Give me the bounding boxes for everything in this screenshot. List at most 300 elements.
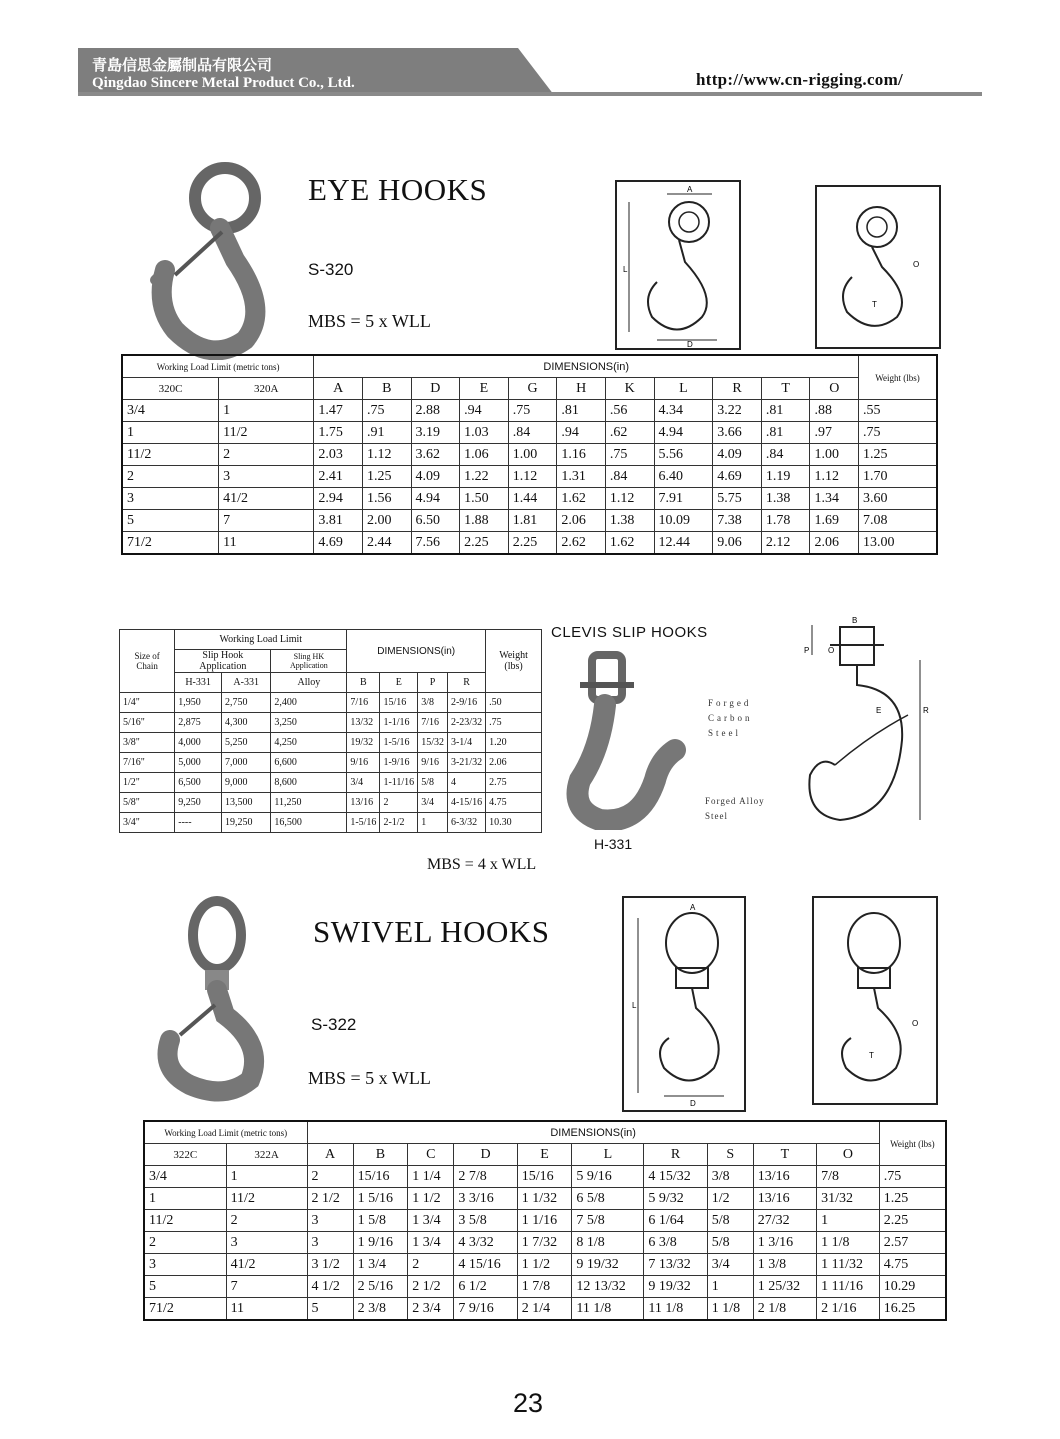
table-cell: 3/4 <box>418 793 448 813</box>
table-cell: 4,000 <box>175 733 222 753</box>
svg-text:A: A <box>687 185 693 194</box>
table-cell: 1.47 <box>314 400 363 422</box>
eye-hooks-title: EYE HOOKS <box>308 172 488 207</box>
table-cell: 2.57 <box>879 1232 946 1254</box>
table-cell: .94 <box>460 400 509 422</box>
table-cell: 11 <box>219 532 314 555</box>
swivel-col-header: T <box>753 1144 816 1166</box>
table-cell: 2-1/2 <box>380 813 418 833</box>
table-cell: 2-9/16 <box>447 693 485 713</box>
table-cell: 5 9/16 <box>572 1166 644 1188</box>
table-cell: 2.25 <box>460 532 509 555</box>
swivel-hooks-mbs: MBS = 5 x WLL <box>308 1068 431 1088</box>
table-cell: 7 <box>226 1276 307 1298</box>
svg-text:L: L <box>623 265 628 274</box>
table-cell: 1/2 <box>707 1188 753 1210</box>
clevis-col-header: R <box>447 673 485 693</box>
swivel-col-header: C <box>408 1144 454 1166</box>
table-cell: 3.62 <box>411 444 460 466</box>
table-cell: 1 <box>144 1188 226 1210</box>
table-cell: 3-21/32 <box>447 753 485 773</box>
table-cell: .81 <box>761 422 810 444</box>
clevis-note-alloy: Forged Alloy Steel <box>705 796 765 821</box>
clevis-dimensions-header: DIMENSIONS(in) <box>347 630 486 673</box>
table-cell: 2 3/8 <box>353 1298 408 1321</box>
svg-text:D: D <box>687 340 693 349</box>
swivel-col-header: R <box>644 1144 707 1166</box>
table-cell: 2-23/32 <box>447 713 485 733</box>
table-cell: 1.19 <box>761 466 810 488</box>
table-cell: 11/2 <box>226 1188 307 1210</box>
table-cell: 1.78 <box>761 510 810 532</box>
table-row <box>144 1254 946 1276</box>
eye-hook-side-drawing <box>815 185 941 349</box>
clevis-col-header: Alloy <box>271 673 347 693</box>
table-row <box>122 422 937 444</box>
table-cell: 8 1/8 <box>572 1232 644 1254</box>
table-cell: 1 11/16 <box>817 1276 880 1298</box>
table-row <box>120 813 542 833</box>
table-cell: 13/16 <box>753 1166 816 1188</box>
table-cell: 1.75 <box>314 422 363 444</box>
eye-hooks-table <box>121 354 938 555</box>
table-cell: 1.03 <box>460 422 509 444</box>
clevis-hook-dimension-drawing <box>790 615 940 830</box>
table-row <box>122 466 937 488</box>
svg-text:E: E <box>876 706 882 715</box>
table-cell: 11,250 <box>271 793 347 813</box>
table-cell: 1.50 <box>460 488 509 510</box>
table-cell: 11/2 <box>122 444 219 466</box>
table-cell: 1 <box>226 1166 307 1188</box>
table-cell: 1.25 <box>362 466 411 488</box>
table-cell: 2.06 <box>557 510 606 532</box>
table-row <box>120 733 542 753</box>
eye-col-header: O <box>810 378 859 400</box>
table-cell: 2 5/16 <box>353 1276 408 1298</box>
table-cell: 2,875 <box>175 713 222 733</box>
table-cell: 9/16 <box>418 753 448 773</box>
table-cell: 1 1/2 <box>517 1254 572 1276</box>
swivel-col-header: O <box>817 1144 880 1166</box>
table-cell: 1.81 <box>508 510 557 532</box>
clevis-weight-header: Weight (lbs) <box>486 630 542 693</box>
table-cell: 2.41 <box>314 466 363 488</box>
table-cell: 1/2" <box>120 773 175 793</box>
table-cell: 12.44 <box>654 532 713 555</box>
swivel-col-header: A <box>307 1144 353 1166</box>
svg-text:O: O <box>828 646 835 655</box>
table-cell: 13,500 <box>221 793 270 813</box>
table-cell: 3/4 <box>144 1166 226 1188</box>
table-cell: 5.56 <box>654 444 713 466</box>
table-cell: 1.00 <box>508 444 557 466</box>
table-cell: 2.94 <box>314 488 363 510</box>
table-cell: 2.75 <box>486 773 542 793</box>
table-cell: .81 <box>761 400 810 422</box>
table-cell: 8,600 <box>271 773 347 793</box>
table-cell: 13/32 <box>347 713 380 733</box>
swivel-hook-photo <box>155 895 280 1105</box>
swivel-col-322c: 322C <box>144 1144 226 1166</box>
table-cell: 12 13/32 <box>572 1276 644 1298</box>
table-cell: 15/32 <box>418 733 448 753</box>
table-cell: 3/8 <box>418 693 448 713</box>
table-cell: 5,250 <box>221 733 270 753</box>
table-cell: 1-5/16 <box>347 813 380 833</box>
table-cell: 2 1/4 <box>517 1298 572 1321</box>
clevis-col-header: P <box>418 673 448 693</box>
table-cell: 5.75 <box>713 488 762 510</box>
table-cell: 2.12 <box>761 532 810 555</box>
table-cell: 11 <box>226 1298 307 1321</box>
table-cell: .75 <box>486 713 542 733</box>
table-cell: 6 1/64 <box>644 1210 707 1232</box>
eye-col-320a: 320A <box>219 378 314 400</box>
table-cell: 3 <box>307 1210 353 1232</box>
eye-hooks-model: S-320 <box>308 260 354 279</box>
table-row <box>122 444 937 466</box>
table-cell: 71/2 <box>122 532 219 555</box>
swivel-hook-side-drawing <box>812 896 938 1105</box>
table-cell: 2 7/8 <box>454 1166 517 1188</box>
svg-text:P: P <box>804 646 810 655</box>
swivel-col-322a: 322A <box>226 1144 307 1166</box>
table-cell: .75 <box>605 444 654 466</box>
table-cell: 1 1/32 <box>517 1188 572 1210</box>
page-number: 23 <box>513 1388 544 1418</box>
table-cell: 2 <box>122 466 219 488</box>
table-cell: 11 1/8 <box>644 1298 707 1321</box>
svg-text:R: R <box>923 706 929 715</box>
table-row <box>120 793 542 813</box>
table-cell: 1.69 <box>810 510 859 532</box>
table-cell: 1.88 <box>460 510 509 532</box>
table-cell: 1 11/32 <box>817 1254 880 1276</box>
table-cell: 1.34 <box>810 488 859 510</box>
table-cell: 1-9/16 <box>380 753 418 773</box>
table-cell: 9,250 <box>175 793 222 813</box>
eye-col-header: B <box>362 378 411 400</box>
table-cell: 5/8 <box>707 1232 753 1254</box>
table-cell: 1 <box>219 400 314 422</box>
table-row <box>122 510 937 532</box>
table-cell: 1 3/4 <box>408 1232 454 1254</box>
table-cell: 1 <box>418 813 448 833</box>
table-cell: 1.12 <box>508 466 557 488</box>
company-name-en: Qingdao Sincere Metal Product Co., Ltd. <box>92 75 355 91</box>
table-cell: 10.09 <box>654 510 713 532</box>
table-cell: 27/32 <box>753 1210 816 1232</box>
table-cell: 11 1/8 <box>572 1298 644 1321</box>
table-cell: 1/4" <box>120 693 175 713</box>
table-cell: 1.62 <box>557 488 606 510</box>
eye-col-header: R <box>713 378 762 400</box>
swivel-col-header: S <box>707 1144 753 1166</box>
table-cell: 3/8 <box>707 1166 753 1188</box>
table-cell: 1.31 <box>557 466 606 488</box>
table-cell: .50 <box>486 693 542 713</box>
swivel-col-header: B <box>353 1144 408 1166</box>
table-cell: 6 3/8 <box>644 1232 707 1254</box>
table-cell: 3/4 <box>122 400 219 422</box>
table-cell: ---- <box>175 813 222 833</box>
clevis-model: H-331 <box>594 836 633 852</box>
table-cell: 5 <box>307 1298 353 1321</box>
clevis-col-header: B <box>347 673 380 693</box>
table-cell: 6 1/2 <box>454 1276 517 1298</box>
table-cell: .62 <box>605 422 654 444</box>
table-cell: 9.06 <box>713 532 762 555</box>
table-cell: 4-15/16 <box>447 793 485 813</box>
table-cell: 9/16 <box>347 753 380 773</box>
table-cell: .88 <box>810 400 859 422</box>
table-cell: 2.06 <box>810 532 859 555</box>
eye-hook-photo <box>150 160 280 360</box>
table-cell: 11/2 <box>219 422 314 444</box>
table-cell: 41/2 <box>219 488 314 510</box>
table-cell: 2.03 <box>314 444 363 466</box>
table-cell: 1.00 <box>810 444 859 466</box>
eye-wll-header: Working Load Limit (metric tons) <box>122 355 314 378</box>
table-cell: 3.19 <box>411 422 460 444</box>
table-cell: 5/8 <box>418 773 448 793</box>
eye-col-320c: 320C <box>122 378 219 400</box>
table-cell: 1 1/8 <box>707 1298 753 1321</box>
table-cell: 2.00 <box>362 510 411 532</box>
table-cell: 2 <box>408 1254 454 1276</box>
table-cell: 41/2 <box>226 1254 307 1276</box>
table-cell: 10.29 <box>879 1276 946 1298</box>
table-cell: 1,950 <box>175 693 222 713</box>
svg-text:O: O <box>913 260 920 269</box>
table-cell: 15/16 <box>353 1166 408 1188</box>
table-cell: 4.94 <box>411 488 460 510</box>
table-cell: 6-3/32 <box>447 813 485 833</box>
table-cell: 1.62 <box>605 532 654 555</box>
table-cell: 7 13/32 <box>644 1254 707 1276</box>
table-cell: 2.25 <box>879 1210 946 1232</box>
table-cell: 4 3/32 <box>454 1232 517 1254</box>
table-cell: 3 3/16 <box>454 1188 517 1210</box>
table-cell: 4 1/2 <box>307 1276 353 1298</box>
table-cell: 2 <box>380 793 418 813</box>
table-cell: 5/8" <box>120 793 175 813</box>
table-cell: 9 19/32 <box>572 1254 644 1276</box>
swivel-hooks-title: SWIVEL HOOKS <box>313 914 550 949</box>
clevis-sling-header: Sling HK Application <box>271 650 347 673</box>
table-cell: 2,400 <box>271 693 347 713</box>
table-cell: 4.09 <box>713 444 762 466</box>
swivel-hooks-table <box>143 1120 947 1321</box>
table-cell: 2.44 <box>362 532 411 555</box>
table-cell: 1.56 <box>362 488 411 510</box>
table-cell: 3 <box>122 488 219 510</box>
table-cell: 3/4" <box>120 813 175 833</box>
table-cell: 3.66 <box>713 422 762 444</box>
table-cell: 2 <box>226 1210 307 1232</box>
table-cell: 1.12 <box>810 466 859 488</box>
table-cell: 1 1/4 <box>408 1166 454 1188</box>
table-cell: 1.20 <box>486 733 542 753</box>
table-cell: .84 <box>761 444 810 466</box>
table-cell: 4,300 <box>221 713 270 733</box>
eye-hooks-mbs: MBS = 5 x WLL <box>308 311 431 331</box>
eye-col-header: K <box>605 378 654 400</box>
eye-col-header: A <box>314 378 363 400</box>
swivel-wll-header: Working Load Limit (metric tons) <box>144 1121 307 1144</box>
eye-col-header: H <box>557 378 606 400</box>
table-cell: 2 1/2 <box>408 1276 454 1298</box>
table-cell: 4 15/16 <box>454 1254 517 1276</box>
table-cell: 4.69 <box>314 532 363 555</box>
clevis-hook-photo <box>560 650 690 830</box>
svg-text:T: T <box>872 300 877 309</box>
table-cell: 1.25 <box>859 444 937 466</box>
table-cell: 3 <box>219 466 314 488</box>
table-cell: .84 <box>508 422 557 444</box>
table-cell: .56 <box>605 400 654 422</box>
swivel-hooks-model: S-322 <box>311 1015 357 1034</box>
table-cell: 1 <box>122 422 219 444</box>
clevis-hooks-title: CLEVIS SLIP HOOKS <box>551 624 708 641</box>
table-cell: 10.30 <box>486 813 542 833</box>
table-cell: 4 <box>447 773 485 793</box>
table-cell: 3/4 <box>707 1254 753 1276</box>
table-cell: 1-5/16 <box>380 733 418 753</box>
table-cell: 5,000 <box>175 753 222 773</box>
table-cell: 31/32 <box>817 1188 880 1210</box>
table-cell: 2 <box>219 444 314 466</box>
table-cell: 2 <box>144 1232 226 1254</box>
table-cell: 5/8 <box>707 1210 753 1232</box>
table-cell: .75 <box>879 1166 946 1188</box>
table-cell: 3-1/4 <box>447 733 485 753</box>
table-cell: 3 <box>226 1232 307 1254</box>
clevis-size-header: Size of Chain <box>120 630 175 693</box>
table-cell: 7.08 <box>859 510 937 532</box>
eye-col-header: L <box>654 378 713 400</box>
table-cell: 4.94 <box>654 422 713 444</box>
table-cell: 3.60 <box>859 488 937 510</box>
table-cell: 71/2 <box>144 1298 226 1321</box>
table-cell: 3.22 <box>713 400 762 422</box>
table-cell: 1 3/4 <box>408 1210 454 1232</box>
table-cell: 9,000 <box>221 773 270 793</box>
table-cell: 2 1/2 <box>307 1188 353 1210</box>
table-cell: 1.38 <box>761 488 810 510</box>
table-cell: .75 <box>859 422 937 444</box>
table-cell: 6.50 <box>411 510 460 532</box>
table-row <box>144 1210 946 1232</box>
table-cell: 1 <box>707 1276 753 1298</box>
table-cell: 15/16 <box>380 693 418 713</box>
table-cell: 9 19/32 <box>644 1276 707 1298</box>
svg-text:B: B <box>852 616 858 625</box>
table-cell: 13/16 <box>753 1188 816 1210</box>
table-cell: 7/16 <box>418 713 448 733</box>
table-cell: 1.12 <box>362 444 411 466</box>
table-cell: 1 7/8 <box>517 1276 572 1298</box>
table-cell: 1.22 <box>460 466 509 488</box>
table-cell: 4,250 <box>271 733 347 753</box>
table-cell: 6 5/8 <box>572 1188 644 1210</box>
table-cell: 1 7/32 <box>517 1232 572 1254</box>
table-cell: 2,750 <box>221 693 270 713</box>
table-cell: 4.34 <box>654 400 713 422</box>
table-row <box>120 753 542 773</box>
table-cell: 2 3/4 <box>408 1298 454 1321</box>
table-cell: 7.56 <box>411 532 460 555</box>
swivel-col-header: L <box>572 1144 644 1166</box>
table-cell: 4.75 <box>486 793 542 813</box>
table-cell: 1 9/16 <box>353 1232 408 1254</box>
table-cell: 5 <box>144 1276 226 1298</box>
table-cell: 19,250 <box>221 813 270 833</box>
clevis-col-header: H-331 <box>175 673 222 693</box>
clevis-hooks-table <box>119 629 542 833</box>
table-cell: 5/16" <box>120 713 175 733</box>
table-cell: 1 25/32 <box>753 1276 816 1298</box>
table-cell: 2 1/8 <box>753 1298 816 1321</box>
table-cell: 7/8 <box>817 1166 880 1188</box>
svg-text:A: A <box>690 903 696 912</box>
table-cell: 3/8" <box>120 733 175 753</box>
table-cell: 13/16 <box>347 793 380 813</box>
table-row <box>144 1166 946 1188</box>
table-cell: 3.81 <box>314 510 363 532</box>
table-cell: 4 15/32 <box>644 1166 707 1188</box>
table-cell: 1 3/4 <box>353 1254 408 1276</box>
table-cell: 5 <box>122 510 219 532</box>
table-row <box>120 713 542 733</box>
table-cell: 7 9/16 <box>454 1298 517 1321</box>
table-cell: 1.38 <box>605 510 654 532</box>
eye-weight-header: Weight (lbs) <box>859 355 937 400</box>
svg-text:T: T <box>869 1051 874 1060</box>
clevis-slip-header: Slip Hook Application <box>175 650 271 673</box>
eye-col-header: D <box>411 378 460 400</box>
table-cell: 4.09 <box>411 466 460 488</box>
swivel-col-header: D <box>454 1144 517 1166</box>
table-cell: 3 5/8 <box>454 1210 517 1232</box>
website-url[interactable]: http://www.cn-rigging.com/ <box>696 70 904 89</box>
table-row <box>144 1188 946 1210</box>
table-cell: 2 <box>307 1166 353 1188</box>
table-cell: 7.38 <box>713 510 762 532</box>
table-cell: 2.06 <box>486 753 542 773</box>
table-cell: .81 <box>557 400 606 422</box>
table-cell: 2.25 <box>508 532 557 555</box>
eye-col-header: E <box>460 378 509 400</box>
table-cell: 3,250 <box>271 713 347 733</box>
table-cell: 1 5/8 <box>353 1210 408 1232</box>
table-cell: 13.00 <box>859 532 937 555</box>
table-row <box>122 400 937 422</box>
table-cell: .94 <box>557 422 606 444</box>
header-rule <box>78 92 982 96</box>
swivel-hook-dimension-drawing <box>622 896 746 1112</box>
table-cell: 4.75 <box>879 1254 946 1276</box>
table-cell: 2 1/16 <box>817 1298 880 1321</box>
table-row <box>144 1276 946 1298</box>
table-cell: 1.16 <box>557 444 606 466</box>
table-cell: .55 <box>859 400 937 422</box>
table-cell: 7 5/8 <box>572 1210 644 1232</box>
table-cell: 7/16" <box>120 753 175 773</box>
eye-dimensions-header: DIMENSIONS(in) <box>314 355 859 378</box>
clevis-col-header: E <box>380 673 418 693</box>
